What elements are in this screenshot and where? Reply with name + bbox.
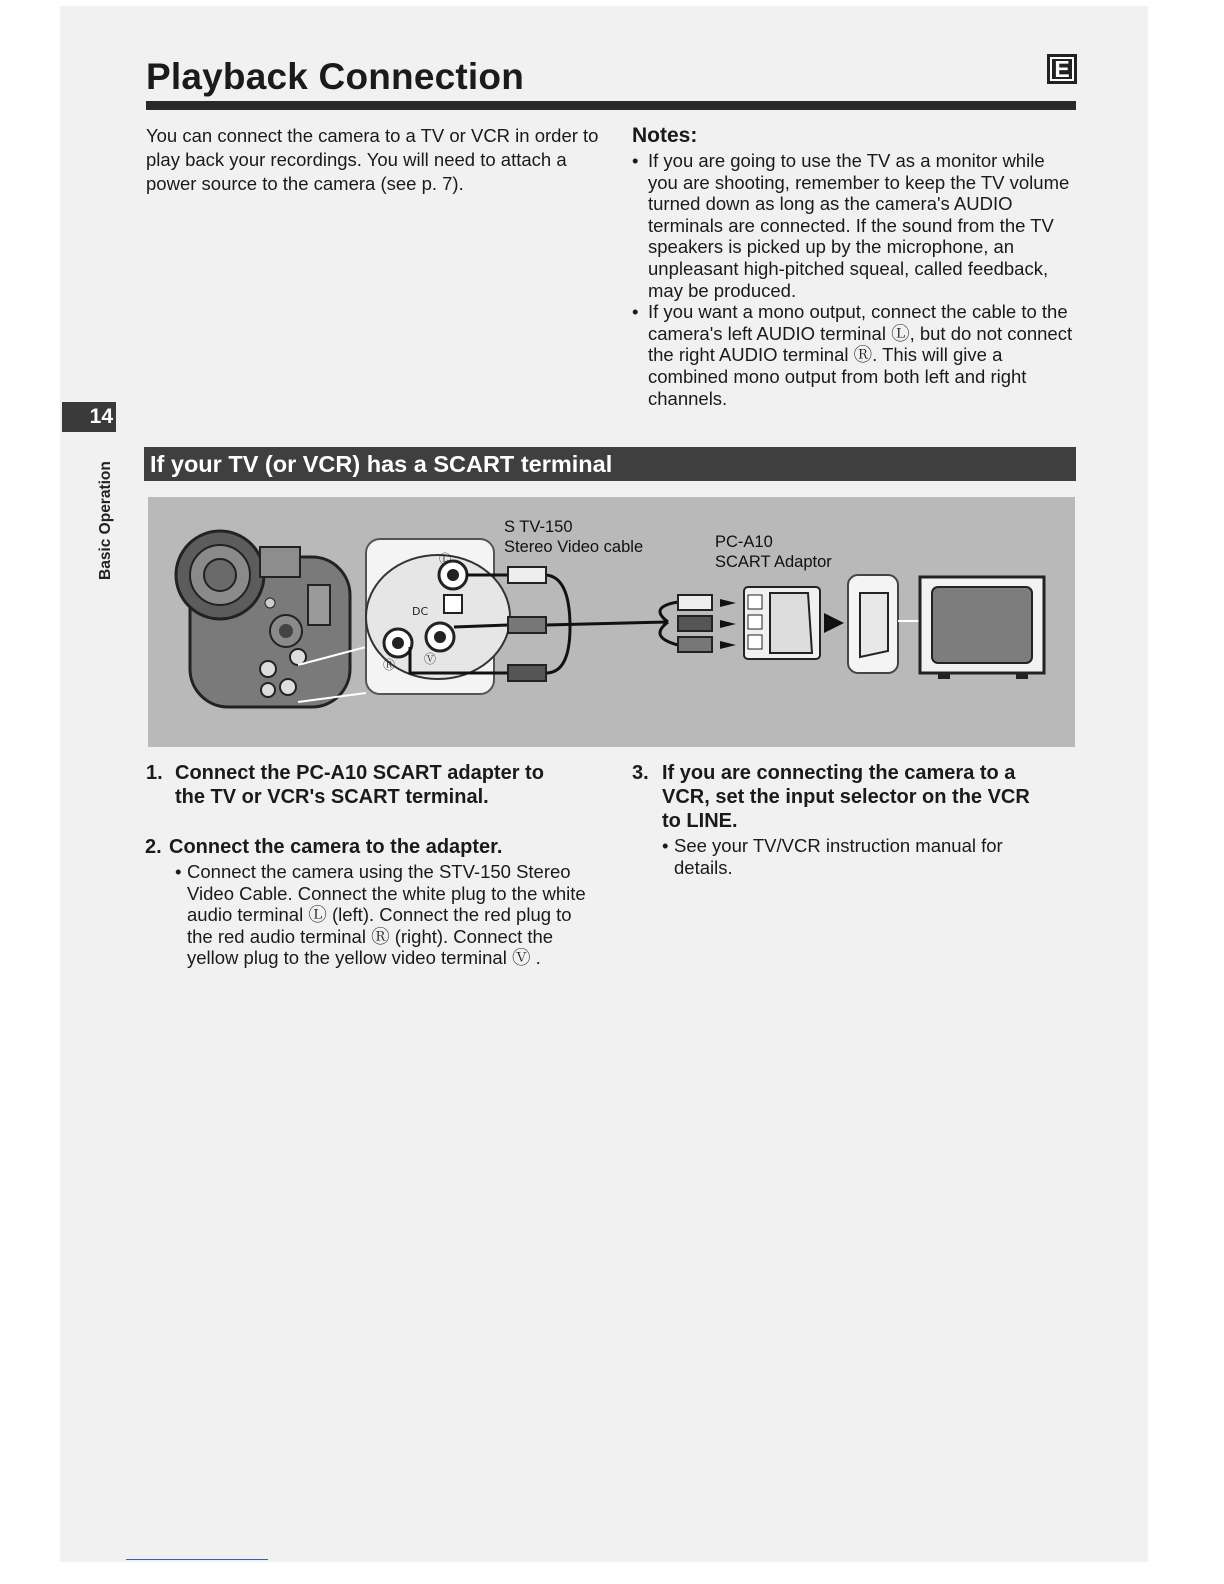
connection-diagram xyxy=(148,497,1075,747)
terminal-dc-mark: DC xyxy=(412,605,429,618)
terminal-v-mark: Ⓥ xyxy=(424,652,437,666)
step-2-instruction: • Connect the camera using the STV-150 Stereo Video Cable. Connect the white plug to the white audio terminal Ⓛ (left). Connect the red plug to the red audio terminal Ⓡ (right). Connect the yellow plug to the yellow video terminal Ⓥ . xyxy=(187,861,597,969)
step-number: 1. xyxy=(146,762,163,784)
note-item: • If you are going to use the TV as a monitor while you are shooting, remember to keep the TV volume turned down as long as the camera's AUDIO terminals are connected. If the sound from the TV speakers is picked up by the microphone, an unpleasant high-pitched squeal, called feedback, may be produced. xyxy=(632,150,1077,301)
page-title: Playback Connection xyxy=(146,56,525,97)
footer-rule xyxy=(126,1559,268,1560)
page-number: 14 xyxy=(62,402,116,432)
step-3-heading: 3. If you are connecting the camera to a VCR, set the input selector on the VCR to LINE. xyxy=(632,762,1030,832)
notes-list xyxy=(632,150,1077,409)
tv-illustration xyxy=(920,577,1044,679)
terminal-l-mark: Ⓛ xyxy=(439,552,452,566)
step-2 xyxy=(145,835,615,969)
adaptor-model-label: PC-A10 xyxy=(715,533,773,551)
connection-diagram-illustration xyxy=(148,497,1075,747)
scart-adaptor-illustration xyxy=(744,587,820,659)
step-3-instruction: • See your TV/VCR instruction manual for details. xyxy=(674,835,1054,878)
camcorder-illustration xyxy=(176,531,350,707)
terminal-r-mark: Ⓡ xyxy=(383,658,396,672)
title-rule xyxy=(146,101,1076,110)
notes-heading: Notes: xyxy=(632,124,698,147)
arrow-icon xyxy=(824,613,844,633)
adaptor-name-label: SCART Adaptor xyxy=(715,553,832,571)
step-1 xyxy=(146,761,616,809)
step-3 xyxy=(632,761,1077,878)
cable-model-label: S TV-150 xyxy=(504,518,573,536)
language-badge: E xyxy=(1047,54,1077,84)
section-banner: If your TV (or VCR) has a SCART terminal xyxy=(144,447,1076,481)
notes-block xyxy=(632,124,1077,409)
step-1-heading: 1. Connect the PC-A10 SCART adapter to the TV or VCR's SCART terminal. xyxy=(146,762,544,808)
section-tab-label: Basic Operation xyxy=(97,461,114,580)
cable-name-label: Stereo Video cable xyxy=(504,538,644,556)
intro-paragraph: You can connect the camera to a TV or VCR in order to play back your recordings. You will need to attach a power source to the camera (see p. 7). xyxy=(146,125,599,194)
step-number: 2. xyxy=(145,836,162,858)
scart-socket-illustration xyxy=(848,575,920,673)
step-2-heading: 2. Connect the camera to the adapter. xyxy=(145,836,503,858)
step-number: 3. xyxy=(632,762,649,784)
note-item: • If you want a mono output, connect the cable to the camera's left AUDIO terminal Ⓛ, but do not connect the right AUDIO terminal Ⓡ. This will give a combined mono output from both left and right channels. xyxy=(632,301,1077,409)
arrow-icon xyxy=(720,599,736,649)
